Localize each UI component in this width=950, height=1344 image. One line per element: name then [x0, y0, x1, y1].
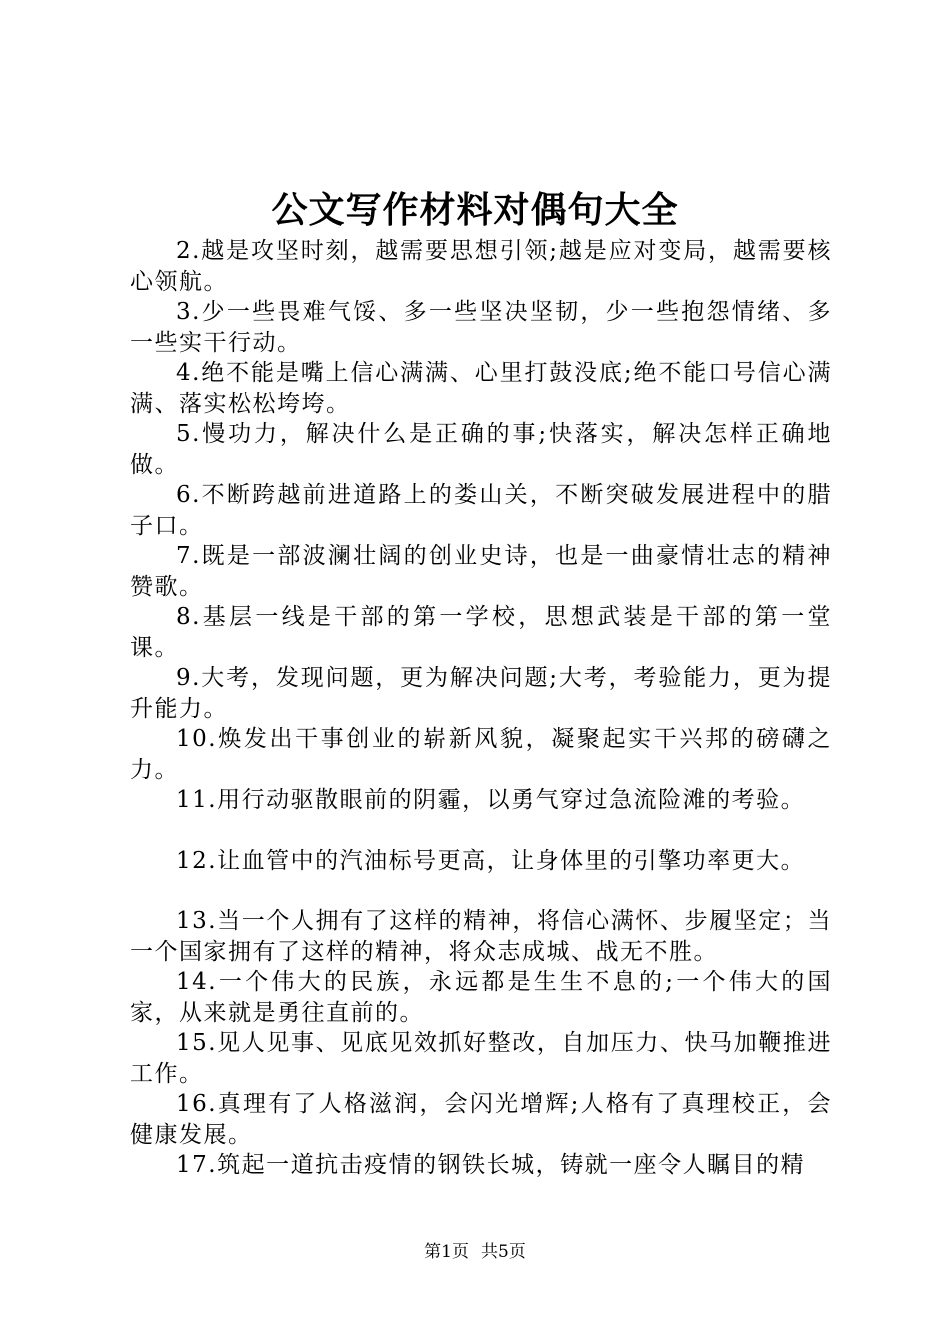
- paragraph: 16.真理有了人格滋润，会闪光增辉;人格有了真理校正，会健康发展。: [130, 1091, 832, 1148]
- paragraph: 7.既是一部波澜壮阔的创业史诗，也是一曲豪情壮志的精神赞歌。: [130, 543, 832, 600]
- paragraph: 13.当一个人拥有了这样的精神，将信心满怀、步履坚定；当一个国家拥有了这样的精神，将众志成城、战无不胜。: [130, 908, 832, 965]
- paragraph: 6.不断跨越前进道路上的娄山关，不断突破发展进程中的腊子口。: [130, 482, 832, 539]
- document-body: [130, 236, 832, 1181]
- paragraph: 11.用行动驱散眼前的阴霾，以勇气穿过急流险滩的考验。: [176, 787, 806, 813]
- paragraph: 3.少一些畏难气馁、多一些坚决坚韧，少一些抱怨情绪、多一些实干行动。: [130, 299, 832, 356]
- paragraph: 9.大考，发现问题，更为解决问题;大考，考验能力，更为提升能力。: [130, 665, 832, 722]
- paragraph: 15.见人见事、见底见效抓好整改，自加压力、快马加鞭推进工作。: [130, 1030, 832, 1087]
- page-title: 公文写作材料对偶句大全: [271, 189, 679, 231]
- paragraph: 2.越是攻坚时刻，越需要思想引领;越是应对变局，越需要核心领航。: [130, 238, 832, 295]
- paragraph: 10.焕发出干事创业的崭新风貌，凝聚起实干兴邦的磅礴之力。: [130, 726, 832, 783]
- paragraph: 17.筑起一道抗击疫情的钢铁长城，铸就一座令人瞩目的精: [176, 1152, 806, 1178]
- paragraph: 14.一个伟大的民族，永远都是生生不息的;一个伟大的国家，从来就是勇往直前的。: [130, 969, 832, 1026]
- page-number-current: 第1页: [424, 1242, 469, 1262]
- paragraph: 12.让血管中的汽油标号更高，让身体里的引擎功率更大。: [176, 847, 806, 874]
- page-number-total: 共5页: [481, 1242, 526, 1262]
- paragraph: 4.绝不能是嘴上信心满满、心里打鼓没底;绝不能口号信心满满、落实松松垮垮。: [130, 360, 832, 417]
- page-footer: [0, 1241, 950, 1263]
- paragraph: 8.基层一线是干部的第一学校，思想武装是干部的第一堂课。: [130, 604, 832, 661]
- paragraph: 5.慢功力，解决什么是正确的事;快落实，解决怎样正确地做。: [130, 421, 832, 478]
